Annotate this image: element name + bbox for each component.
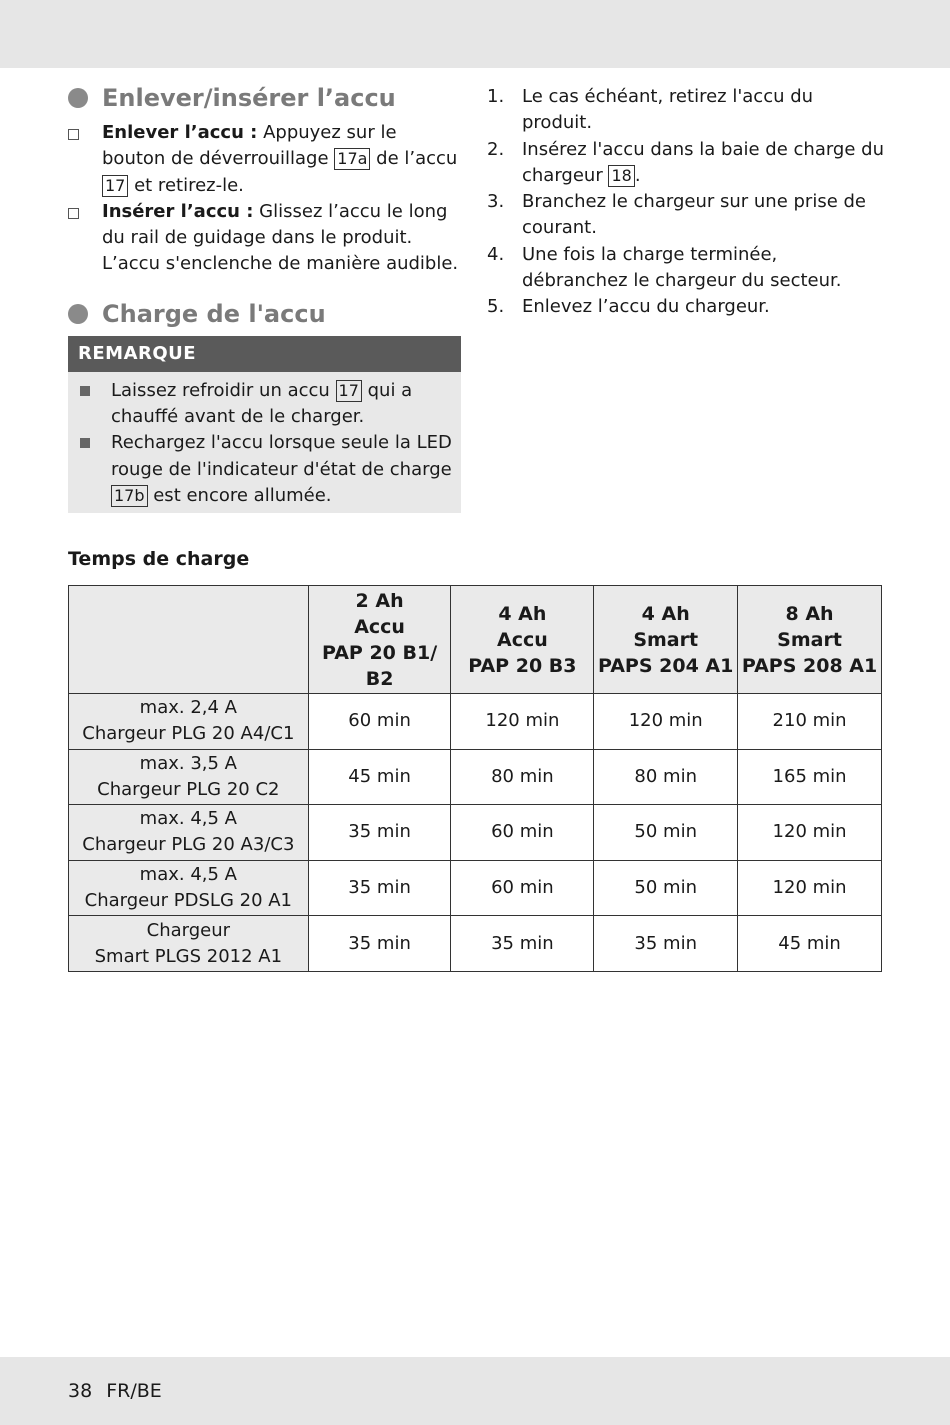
row-label: max. 2,4 A Chargeur PLG 20 A4/C1 — [69, 694, 309, 750]
checkbox-square-icon — [68, 120, 102, 199]
table-row — [69, 916, 882, 972]
note-title: REMARQUE — [68, 336, 461, 372]
table-cell: 35 min — [451, 916, 594, 972]
bullet-circle-icon — [68, 304, 88, 324]
table-cell: 165 min — [738, 749, 882, 805]
charging-steps — [487, 84, 887, 321]
table-cell: 120 min — [594, 694, 738, 750]
locale-label: FR/BE — [106, 1380, 162, 1402]
section-title: Enlever/insérer l’accu — [102, 84, 396, 112]
table-row — [69, 749, 882, 805]
table-cell: 80 min — [594, 749, 738, 805]
ref-18: 18 — [608, 165, 634, 187]
step-item: 4. Une fois la charge terminée, débranchez le chargeur du secteur. — [487, 243, 842, 292]
table-cell: 45 min — [308, 749, 451, 805]
section-title: Charge de l'accu — [102, 299, 326, 328]
square-bullet-icon — [80, 430, 111, 509]
table-cell: 60 min — [308, 694, 451, 750]
row-label: max. 3,5 A Chargeur PLG 20 C2 — [69, 749, 309, 805]
step-item: 1. Le cas échéant, retirez l'accu du produit. — [487, 86, 814, 134]
step-item: 2. Insérez l'accu dans la baie de charge du chargeur 18 . — [487, 138, 884, 186]
column-header: 2 Ah Accu PAP 20 B1/ B2 — [308, 586, 451, 694]
table-cell: 50 min — [594, 860, 738, 916]
table-corner-cell — [69, 586, 309, 694]
ref-17: 17 — [102, 175, 128, 197]
ref-17: 17 — [336, 380, 362, 402]
table-row — [69, 805, 882, 861]
square-bullet-icon — [80, 378, 111, 431]
table-cell: 35 min — [308, 805, 451, 861]
table-cell: 50 min — [594, 805, 738, 861]
note-box — [68, 336, 461, 513]
table-cell: 60 min — [451, 805, 594, 861]
instruction-text: Enlever l’accu : Appuyez sur le bouton de déverrouillage 17a de l’accu 17 et retirez-le. — [102, 122, 458, 196]
table-title: Temps de charge — [68, 548, 250, 570]
ref-17b: 17b — [111, 485, 148, 507]
table-cell: 60 min — [451, 860, 594, 916]
ref-17a: 17a — [334, 148, 370, 170]
step-item: 3. Branchez le chargeur sur une prise de courant. — [487, 191, 867, 239]
note-item: Laissez refroidir un accu 17 qui a chauffé avant de le charger. — [80, 378, 453, 431]
checkbox-square-icon — [68, 199, 102, 278]
column-header: 8 Ah Smart PAPS 208 A1 — [738, 586, 882, 694]
step-item: 5. Enlevez l’accu du chargeur. — [487, 296, 770, 318]
table-cell: 210 min — [738, 694, 882, 750]
note-body — [68, 372, 461, 513]
column-header: 4 Ah Smart PAPS 204 A1 — [594, 586, 738, 694]
table-row — [69, 860, 882, 916]
table-cell: 120 min — [451, 694, 594, 750]
row-label: Chargeur Smart PLGS 2012 A1 — [69, 916, 309, 972]
column-header: 4 Ah Accu PAP 20 B3 — [451, 586, 594, 694]
row-label: max. 4,5 A Chargeur PDSLG 20 A1 — [69, 860, 309, 916]
table-cell: 45 min — [738, 916, 882, 972]
table-cell: 80 min — [451, 749, 594, 805]
bullet-circle-icon — [68, 88, 88, 108]
note-item: Rechargez l'accu lorsque seule la LED rouge de l'indicateur d'état de charge 17b est encore allumée. — [80, 430, 453, 509]
right-column — [487, 84, 887, 321]
section-heading-remove-insert — [68, 84, 461, 112]
table-cell: 35 min — [594, 916, 738, 972]
instruction-insert — [68, 199, 461, 278]
table-cell: 35 min — [308, 916, 451, 972]
header-band — [0, 0, 950, 68]
row-label: max. 4,5 A Chargeur PLG 20 A3/C3 — [69, 805, 309, 861]
page-number: 38 — [68, 1380, 93, 1402]
page-footer — [68, 1380, 176, 1402]
instruction-remove — [68, 120, 461, 199]
table-cell: 120 min — [738, 860, 882, 916]
table-cell: 120 min — [738, 805, 882, 861]
section-heading-charge — [68, 300, 461, 328]
table-header-row — [69, 586, 882, 694]
charge-time-table — [68, 585, 882, 972]
table-row — [69, 694, 882, 750]
table-cell: 35 min — [308, 860, 451, 916]
left-column — [68, 84, 461, 513]
instruction-text: Insérer l’accu : Glissez l’accu le long du rail de guidage dans le produit. L’accu s'enclenche de manière audible. — [102, 200, 459, 275]
